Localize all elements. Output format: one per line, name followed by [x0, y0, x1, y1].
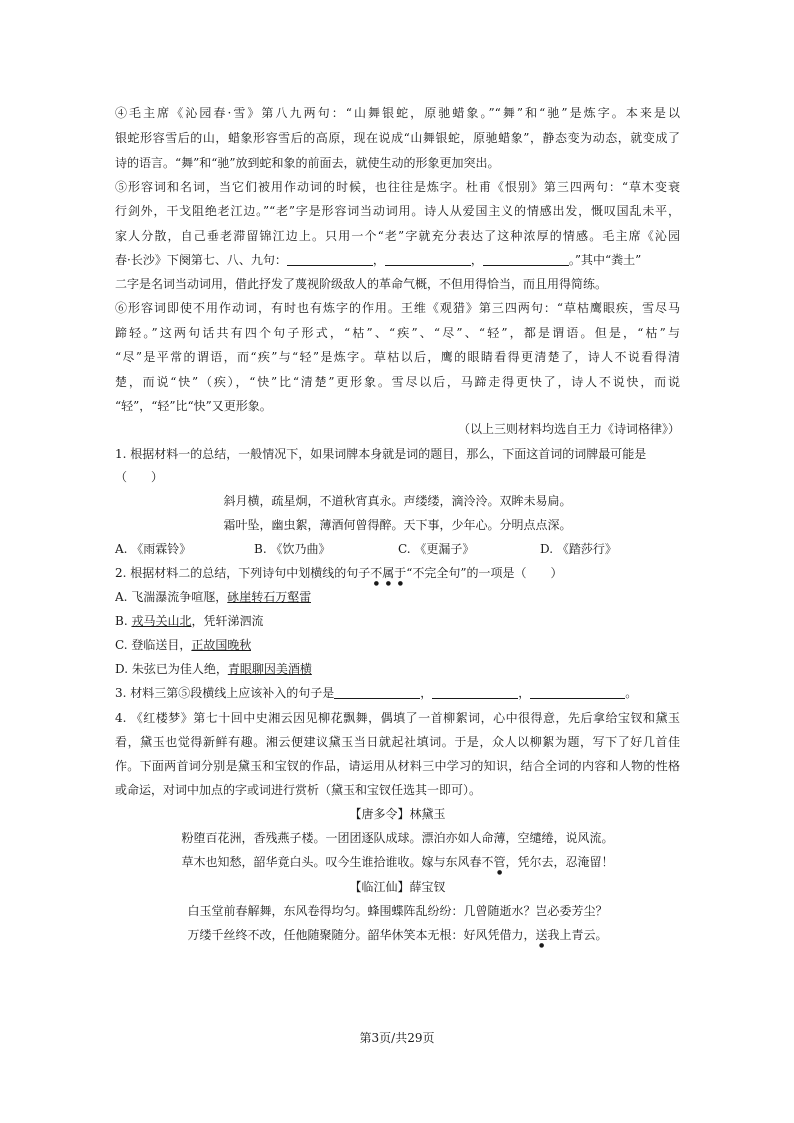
m3-item5-blank-2 [385, 253, 471, 266]
q2-option-d-underlined: 青眼聊因美酒横 [227, 662, 312, 676]
q1-poem-line2: 霜叶坠，幽虫絮，薄酒何曾得醉。天下事，少年心。分明点点深。 [223, 518, 572, 532]
page-number-footer: 第3页/共29页 [359, 1031, 435, 1045]
q2-option-a-text: A. 飞湍瀑流争喧豗， [115, 590, 228, 604]
m3-item6-line2: 蹄轻。”这两句话共有四个句子形式，“枯”、“疾”、“尽”、“轻”，都是谓语。但是，“枯”与 [115, 326, 680, 340]
q2-option-a[interactable] [115, 589, 311, 605]
m3-item5-line1: ⑤形容词和名词，当它们被用作动词的时候，也往往是炼字。杜甫《恨别》第三四两句：“草木变衰 [115, 180, 680, 194]
m3-item5-line4 [115, 252, 641, 268]
m3-item4-line1: ④毛主席《沁园春·雪》第八九两句：“山舞银蛇，原驰蜡象。”“舞”和“驰”是炼字。本来是以 [115, 106, 680, 120]
m3-item6-line4: 楚，而说“快”（疾），“快”比“清楚”更形象。雪尽以后，马蹄走得更快了，诗人不说快，而说 [115, 375, 680, 389]
q2-option-c[interactable] [115, 637, 251, 653]
q2-option-a-underlined: 砯崖转石万壑雷 [227, 590, 312, 604]
m3-item5-line4-tail: 。”其中“粪土” [568, 253, 642, 267]
m3-item6-line3: “尽”是平常的谓语，而“疾”与“轻”是炼字。草枯以后，鹰的眼睛看得更清楚了，诗人不说看得清 [115, 350, 680, 364]
q2-option-b[interactable] [115, 613, 263, 629]
q2-stem [115, 565, 563, 587]
q3-line [115, 685, 637, 701]
m3-item5-blank-1 [287, 253, 373, 266]
q4-line1: 4. 《红楼梦》第七十回中史湘云因见柳花飘舞，偶填了一首柳絮词，心中很得意，先后拿给宝钗和黛玉 [115, 711, 680, 725]
poem1-line2 [115, 854, 680, 876]
q1-option-c[interactable]: C. 《更漏子》 [398, 542, 475, 556]
m3-item4-line3: 诗的语言。“舞”和“驰”放到蛇和象的前面去，就使生动的形象更加突出。 [115, 156, 500, 170]
q1-poem-line1: 斜月横，疏星炯，不道秋宵真永。声缕缕，滴泠泠。双眸未易扃。 [223, 494, 572, 508]
material-source-note: （以上三则材料均选自王力《诗词格律》） [457, 422, 680, 436]
q2-option-b-label: B. [115, 614, 132, 628]
poem2-dotted-char: 送 [535, 928, 548, 942]
q2-option-c-text: C. 登临送目， [115, 638, 192, 652]
q3-blank-3[interactable] [530, 686, 625, 699]
poem2-line2-text: 万缕千丝终不改，任他随聚随分。韶华休笑本无根：好风凭借力， [187, 928, 536, 942]
m3-item5-line3: 家人分散，自己垂老滞留锦江边上。只用一个“老”字就充分表达了这种浓厚的情感。毛主席《沁园 [115, 229, 680, 243]
poem1-line2-tail: ，凭尔去，忍淹留！ [505, 855, 614, 869]
m3-item5-line4-text: 春·长沙》下阕第七、八、九句： [115, 253, 287, 267]
q1-option-a[interactable]: A. 《雨霖铃》 [115, 542, 192, 556]
q3-period: 。 [625, 686, 638, 700]
q1-stem: 1. 根据材料一的总结，一般情况下，如果词牌本身就是词的题目，那么，下面这首词的词牌最可能是 [115, 447, 647, 461]
q3-comma-2: ， [518, 686, 531, 700]
poem2-line1: 白玉堂前春解舞，东风卷得均匀。蜂围蝶阵乱纷纷：几曾随逝水？岂必委芳尘？ [187, 904, 608, 918]
q2-option-b-text: ，凭轩涕泗流 [191, 614, 264, 628]
m3-item5-line2: 行剑外，干戈阻绝老江边。”“老”字是形容词当动词用。诗人从爱国主义的情感出发，慨叹国乱未平， [115, 204, 680, 218]
poem2-title: 【临江仙】薛宝钗 [349, 880, 446, 894]
q2-stem-emphasis: 不属于 [370, 566, 407, 580]
q2-option-c-underlined: 正故国晚秋 [191, 638, 252, 652]
q1-answer-paren: （ ） [115, 470, 164, 484]
q2-option-d-text: D. 朱弦已为佳人绝， [115, 662, 228, 676]
m3-item6-line5: “轻”，“轻”比“快”又更形象。 [115, 399, 272, 413]
m3-item5-comma-2: ， [470, 253, 483, 267]
q3-stem: 3. 材料三第⑤段横线上应该补入的句子是 [115, 686, 335, 700]
q4-line3: 作。下面两首词分别是黛玉和宝钗的作品，请运用从材料三中学习的知识，结合全词的内容和人物的性格 [115, 759, 680, 773]
m3-item5-comma-1: ， [372, 253, 385, 267]
m3-item4-line2: 银蛇形容雪后的山，蜡象形容雪后的高原，现在说成“山舞银蛇，原驰蜡象”，静态变为动态，就变成了 [115, 131, 680, 145]
poem1-dotted-char: 管 [493, 855, 506, 869]
q4-line4: 或命运，对词中加点的字或词进行赏析（黛玉和宝钗任选其一即可）。 [115, 783, 482, 797]
poem1-line2-text: 草木也知愁，韶华竟白头。叹今生谁拾谁收。嫁与东风春不 [181, 855, 494, 869]
q4-line2: 看，黛玉也觉得新鲜有趣。湘云便建议黛玉当日就起社填词。于是，众人以柳絮为题，写下了好几首佳 [115, 735, 680, 749]
poem2-line2-tail: 我上青云。 [547, 928, 608, 942]
q1-option-d[interactable]: D. 《踏莎行》 [540, 542, 617, 556]
m3-item5-blank-3 [483, 253, 569, 266]
poem2-line2 [115, 927, 680, 949]
q1-option-b[interactable]: B. 《饮乃曲》 [254, 542, 331, 556]
poem1-title: 【唐多令】林黛玉 [349, 807, 446, 821]
q2-stem-text: 2. 根据材料二的总结，下列诗句中划横线的句子 [115, 566, 371, 580]
q3-blank-1[interactable] [334, 686, 420, 699]
q3-blank-2[interactable] [432, 686, 518, 699]
q2-stem-tail: “不完全句”的一项是（ ） [406, 566, 563, 580]
q2-option-d[interactable] [115, 661, 312, 677]
m3-item6-line1: ⑥形容词即使不用作动词，有时也有炼字的作用。王维《观猎》第三四两句：“草枯鹰眼疾，雪尽马 [115, 301, 680, 315]
q2-option-b-underlined: 戎马关山北 [131, 614, 192, 628]
poem1-line1: 粉堕百花洲，香残燕子楼。一团团逐队成球。漂泊亦如人命薄，空缱绻，说风流。 [181, 831, 614, 845]
q3-comma-1: ， [420, 686, 433, 700]
m3-item5-line5: 二字是名词当动词用，借此抒发了蔑视阶级敌人的革命气概，不但用得恰当，而且用得简练。 [115, 277, 608, 291]
